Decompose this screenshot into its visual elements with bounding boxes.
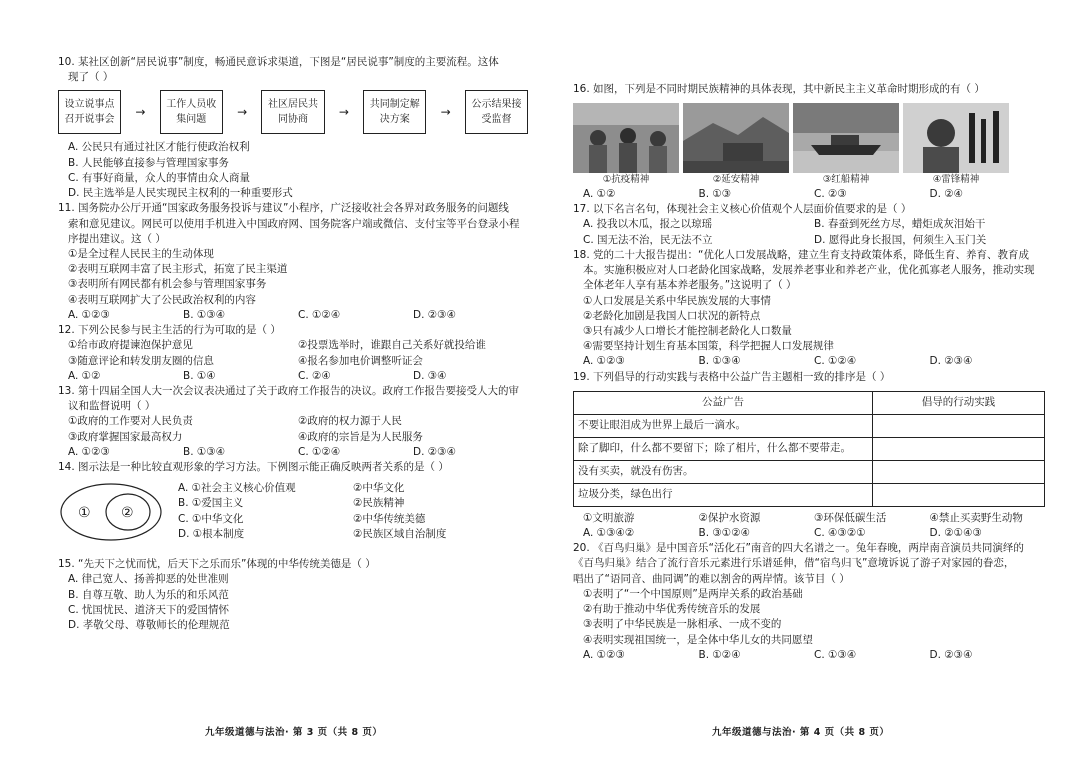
answer-choices [58,369,528,384]
answer-option [178,512,528,527]
statement-item: ④禁止买卖野生动物 [929,511,1023,524]
statement-item: ①是全过程人民民主的生动体现 [68,247,214,260]
question-stem: 20. 《百鸟归巢》是中国音乐“活化石”南音的四大名谱之一。兔年春晚，两岸南音演员共同演绎的 [573,542,1024,555]
answer-choices [58,445,528,460]
statement-item: ②老龄化加剧是我国人口状况的新特点 [583,309,761,322]
question-stem: 现了（ ） [68,71,114,84]
question-stem: 序提出建议。这（ ） [68,232,166,245]
answer-choices [573,354,1045,369]
left-page [58,55,528,633]
statement-item: ②保护水资源 [698,511,761,524]
red-boat-photo [793,103,899,173]
right-page [573,82,1045,663]
question-19 [573,370,1045,542]
question-14 [58,460,528,543]
answer-option: D. ②④ [929,187,964,200]
option-part: B. ①爱国主义 [178,497,244,510]
question-stem: 15. “先天下之忧而忧，后天下之乐而乐”体现的中华传统美德是（ ） [58,558,376,571]
question-16 [573,82,1045,202]
answer-option: B. ①③④ [698,355,741,368]
flow-step: 工作人员收集问题 [160,90,223,134]
answer-option: A. ①② [583,187,616,200]
question-15 [58,557,528,633]
statement-item: ④需要坚持计划生育基本国策，科学把握人口发展规律 [583,340,834,353]
answer-choices [573,217,1045,247]
flow-step: 公示结果接受监督 [465,90,528,134]
option-part: A. ①社会主义核心价值观 [178,482,296,495]
answer-option: C. 国无法不治，民无法不立 [583,233,713,246]
statement-item: ③政府掌握国家最高权力 [68,430,183,443]
photo-captions [573,173,1045,187]
option-part: ②民族精神 [353,497,405,510]
question-stem: 19. 下列倡导的行动实践与表格中公益广告主题相一致的排序是（ ） [573,370,891,383]
table-header-row [574,391,1045,414]
anti-epidemic-photo [573,103,679,173]
photo-image [683,103,789,173]
question-12 [58,323,528,384]
statement-item: ②政府的权力源于人民 [298,415,402,428]
statement-items [573,511,1045,526]
answer-option: C. ②③ [814,187,847,200]
statement-items [58,338,528,368]
statement-item: ①给市政府提谏泡保护意见 [68,339,193,352]
table-cell: 除了脚印，什么都不要留下；除了相片，什么都不要带走。 [574,437,873,460]
flow-step: 社区居民共同协商 [261,90,324,134]
answer-option: B. 自尊互敬、助人为乐的和乐风范 [68,588,229,601]
answer-choices [58,308,528,323]
question-stem: 13. 第十四届全国人大一次会议表决通过了关于政府工作报告的决议。政府工作报告要接受人大的审 [58,384,520,397]
table-row [574,414,1045,437]
answer-option: B. 春蚕到死丝方尽，蜡炬成灰泪始干 [814,218,986,231]
arrow-right-icon: → [440,104,451,119]
question-stem: 10. 某社区创新“居民说事”制度，畅通民意诉求渠道，下图是“居民说事”制度的主要流程。这体 [58,56,499,68]
answer-option: D. ②③④ [413,445,456,458]
answer-option: D. ②①④③ [929,527,982,540]
answer-option: A. ①②③ [68,445,110,458]
table-header: 倡导的行动实践 [873,391,1045,414]
answer-option: C. ④③②① [814,527,866,540]
statement-item: ④表明实现祖国统一，是全体中华儿女的共同愿望 [583,633,813,646]
answer-option: A. ①② [68,369,101,382]
photo-caption: ④雷锋精神 [932,174,980,186]
statement-item: ①人口发展是关系中华民族发展的大事情 [583,294,771,307]
photo-strip [573,103,1045,173]
question-stem: 11. 国务院办公厅开通“国家政务服务投诉与建议”小程序，广泛接收社会各界对政务服务的问题线 [58,202,509,215]
answer-option: B. ①③④ [183,308,226,321]
answer-option: C. 有事好商量，众人的事情由众人商量 [68,171,251,184]
venn-block [58,481,528,543]
question-11 [58,201,528,323]
table-cell: 垃圾分类，绿色出行 [574,483,873,506]
photo-image [793,103,899,173]
answer-option: A. 公民只有通过社区才能行使政治权利 [68,141,250,154]
photo-caption: ③红船精神 [822,174,870,186]
answer-option: C. 忧国忧民、道济天下的爱国情怀 [68,603,230,616]
question-17 [573,202,1045,248]
option-part: D. ①根本制度 [178,527,245,540]
answer-option: A. ①②③ [583,648,625,661]
photo-image [903,103,1009,173]
answer-option: C. ①③④ [814,648,857,661]
question-stem: 本。实施积极应对人口老龄化国家战略，发展养老事业和养老产业，优化孤寡老人服务，推动实现 [583,264,1035,277]
answer-option: D. ③④ [413,369,447,382]
venn-label-inner: ② [121,505,134,522]
answer-option: B. ①③④ [183,445,226,458]
question-10 [58,55,528,201]
answer-option [178,527,528,542]
photo-caption: ①抗疫精神 [602,174,650,186]
statement-item: ②投票选举时，谁跟自己关系好就投给谁 [298,339,486,352]
statement-item: ②表明互联网丰富了民主形式，拓宽了民主渠道 [68,263,288,276]
table-cell-empty [873,437,1045,460]
question-stem: 议和监督说明（ ） [68,400,156,413]
answer-option: A. ①②③ [583,355,625,368]
statement-item: ①表明了“一个中国原则”是两岸关系的政治基础 [583,587,803,600]
venn-diagram [58,481,168,543]
question-stem: 全体老年人享有基本养老服务。”这说明了（ ） [583,279,797,292]
table-row [574,483,1045,506]
answer-option: B. ①④ [183,369,216,382]
table-cell: 没有买卖，就没有伤害。 [574,460,873,483]
question-20 [573,541,1045,663]
yanan-photo [683,103,789,173]
answer-option: B. ①②④ [698,648,741,661]
answer-option: D. 愿得此身长报国，何须生入玉门关 [814,233,987,246]
answer-choices [573,187,1045,202]
answer-option: D. ②③④ [413,308,456,321]
statement-item: ④表明互联网扩大了公民政治权利的内容 [68,293,256,306]
venn-label-outer: ① [78,505,91,522]
statement-item: ③环保低碳生活 [814,511,887,524]
question-stem: 14. 图示法是一种比较直观形象的学习方法。下例图示能正确反映两者关系的是（ ） [58,461,449,474]
statement-item: ①政府的工作要对人民负责 [68,415,193,428]
statement-item: ③随意评论和转发朋友圈的信息 [68,354,214,367]
question-18 [573,248,1045,370]
answer-option: C. ②④ [298,369,331,382]
photo-image [573,103,679,173]
option-part: ②中华文化 [353,482,405,495]
statement-item: ③表明了中华民族是一脉相承、一成不变的 [583,618,782,631]
flow-step: 共同制定解决方案 [363,90,426,134]
statement-item: ②有助于推动中华优秀传统音乐的发展 [583,603,761,616]
answer-option: D. 民主选举是人民实现民主权利的一种重要形式 [68,187,293,200]
answer-option: A. 投我以木瓜，报之以琼瑶 [583,218,713,231]
statement-item: ①文明旅游 [583,511,635,524]
statement-item: ③只有减少人口增长才能控制老龄化人口数量 [583,324,792,337]
answer-option: D. 孝敬父母、尊敬师长的伦理规范 [68,619,230,632]
question-stem: 《百鸟归巢》结合了流行音乐元素进行乐谱延伸，借“宿鸟归飞”意境诉说了游子对家园的眷恋， [573,557,1015,570]
ad-table [573,391,1045,507]
table-row [574,437,1045,460]
answer-option: B. ①③ [698,187,732,200]
statement-items [58,414,528,444]
arrow-right-icon: → [135,104,146,119]
question-stem: 索和意见建议。网民可以使用手机进入中国政府网、国务院客户端或微信、支付宝等平台登录小程 [68,217,520,230]
question-stem: 16. 如图，下列是不同时期民族精神的具体表现，其中新民主主义革命时期形成的有（ ） [573,83,985,95]
statement-item: ④报名参加电价调整听证会 [298,354,423,367]
arrow-right-icon: → [237,104,248,119]
answer-option: B. ③①②④ [698,527,751,540]
process-flowchart [58,90,528,134]
option-part: ②民族区域自治制度 [353,527,447,540]
table-cell: 不要让眼泪成为世界上最后一滴水。 [574,414,873,437]
answer-option: C. ①②④ [814,355,857,368]
question-stem: 12. 下列公民参与民主生活的行为可取的是（ ） [58,324,281,337]
page-footer: 九年级道德与法治· 第 4 页（共 8 页） [712,727,890,738]
answer-choices [573,526,1045,541]
answer-option: C. ①②④ [298,308,341,321]
table-cell-empty [873,483,1045,506]
lei-feng-photo [903,103,1009,173]
arrow-right-icon: → [338,104,349,119]
answer-option: D. ②③④ [929,648,973,661]
answer-option: D. ②③④ [929,355,973,368]
answer-option: A. ①②③ [68,308,110,321]
question-13 [58,384,528,460]
answer-option: C. ①②④ [298,445,341,458]
answer-option: A. ①③④② [583,527,635,540]
table-cell-empty [873,414,1045,437]
answer-option [178,481,528,496]
page-footer: 九年级道德与法治· 第 3 页（共 8 页） [205,727,383,738]
answer-option [178,496,528,511]
answer-option: B. 人民能够直接参与管理国家事务 [68,156,229,169]
venn-options [168,481,528,543]
question-stem: 18. 党的二十大报告提出：“优化人口发展战略，建立生育支持政策体系，降低生育、养育、教育成 [573,248,1029,261]
option-part: ②中华传统美德 [353,512,426,525]
question-stem: 唱出了“语同音、曲同调”的难以割舍的两岸情。该节目（ ） [573,572,850,585]
answer-option: A. 律己宽人、扬善抑恶的处世准则 [68,573,229,586]
table-cell-empty [873,460,1045,483]
answer-choices [573,648,1045,663]
table-header: 公益广告 [574,391,873,414]
statement-item: ③表明所有网民都有机会参与管理国家事务 [68,278,267,291]
photo-caption: ②延安精神 [712,174,760,186]
option-part: C. ①中华文化 [178,512,244,525]
question-stem: 17. 以下名言名句，体现社会主义核心价值观个人层面价值要求的是（ ） [573,203,912,216]
table-row [574,460,1045,483]
statement-item: ④政府的宗旨是为人民服务 [298,430,423,443]
venn-circles [58,481,168,543]
flow-step: 设立说事点召开说事会 [58,90,121,134]
